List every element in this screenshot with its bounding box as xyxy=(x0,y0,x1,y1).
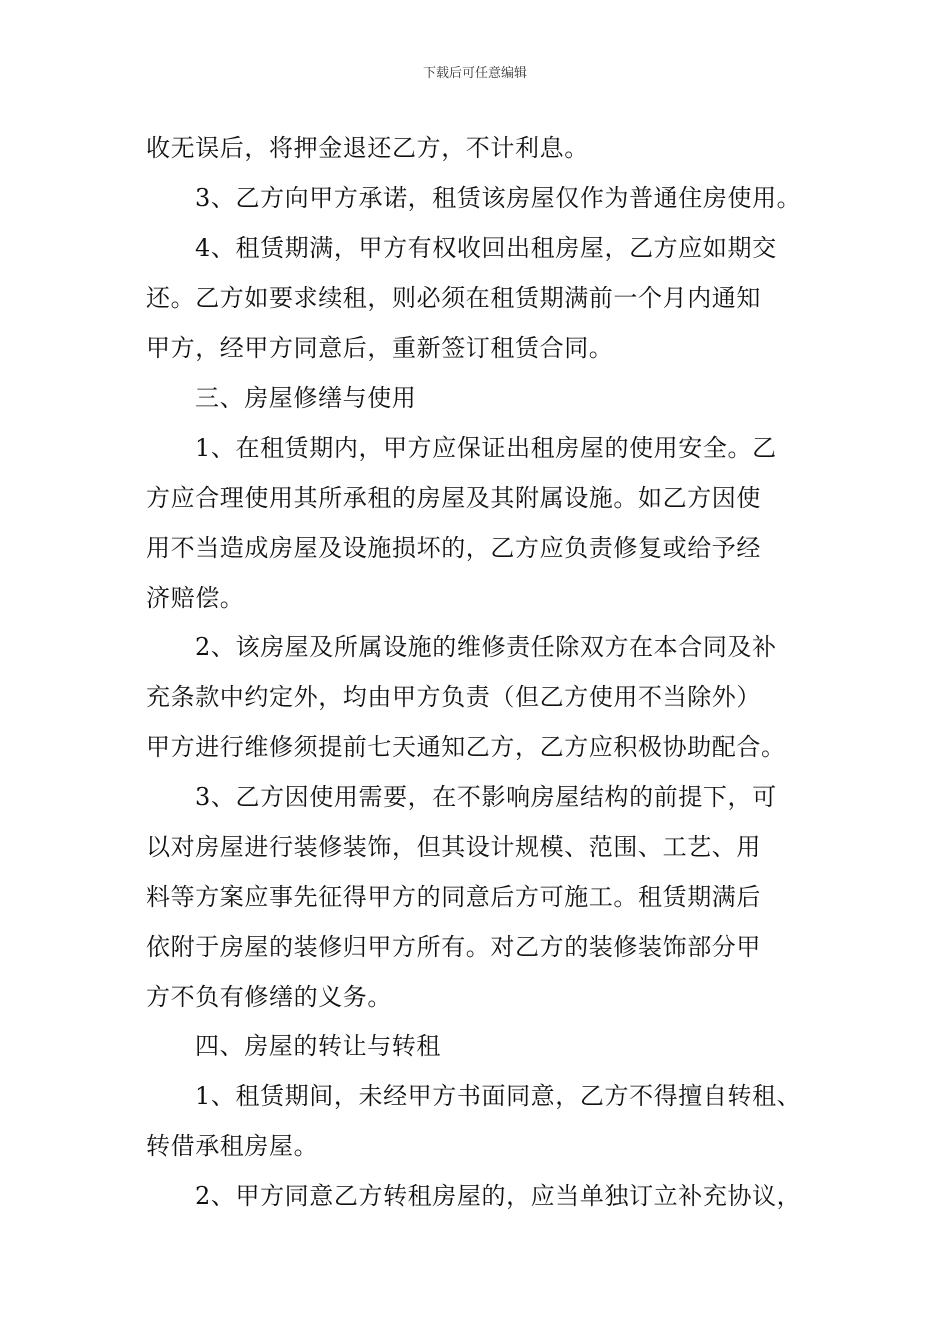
body-line: 料等方案应事先征得甲方的同意后方可施工。租赁期满后 xyxy=(146,883,761,911)
body-line: 收无误后，将押金退还乙方，不计利息。 xyxy=(146,134,589,162)
body-line: 2、甲方同意乙方转租房屋的，应当单独订立补充协议， xyxy=(195,1182,802,1210)
body-line: 用不当造成房屋及设施损坏的，乙方应负责修复或给予经 xyxy=(146,534,761,562)
body-line: 方不负有修缮的义务。 xyxy=(146,983,392,1011)
section-heading: 四、房屋的转让与转租 xyxy=(195,1032,441,1060)
body-line: 转借承租房屋。 xyxy=(146,1132,319,1160)
body-line: 1、在租赁期内，甲方应保证出租房屋的使用安全。乙 xyxy=(195,434,777,462)
body-line: 以对房屋进行装修装饰，但其设计规模、范围、工艺、用 xyxy=(146,833,761,861)
body-line: 济赔偿。 xyxy=(146,584,245,612)
body-line: 甲方进行维修须提前七天通知乙方，乙方应积极协助配合。 xyxy=(146,733,786,761)
body-line: 充条款中约定外，均由甲方负责（但乙方使用不当除外） xyxy=(146,683,761,711)
body-line: 还。乙方如要求续租，则必须在租赁期满前一个月内通知 xyxy=(146,284,761,312)
body-line: 2、该房屋及所属设施的维修责任除双方在本合同及补 xyxy=(195,633,777,661)
body-line: 1、租赁期间，未经甲方书面同意，乙方不得擅自转租、 xyxy=(195,1082,802,1110)
body-line: 依附于房屋的装修归甲方所有。对乙方的装修装饰部分甲 xyxy=(146,933,761,961)
section-heading: 三、房屋修缮与使用 xyxy=(195,384,417,412)
body-line: 方应合理使用其所承租的房屋及其附属设施。如乙方因使 xyxy=(146,484,761,512)
body-line: 3、乙方向甲方承诺，租赁该房屋仅作为普通住房使用。 xyxy=(195,184,802,212)
page-header: 下载后可任意编辑 xyxy=(422,66,527,81)
body-line: 甲方，经甲方同意后，重新签订租赁合同。 xyxy=(146,334,614,362)
body-line: 3、乙方因使用需要，在不影响房屋结构的前提下，可 xyxy=(195,783,777,811)
body-line: 4、租赁期满，甲方有权收回出租房屋，乙方应如期交 xyxy=(195,234,777,262)
